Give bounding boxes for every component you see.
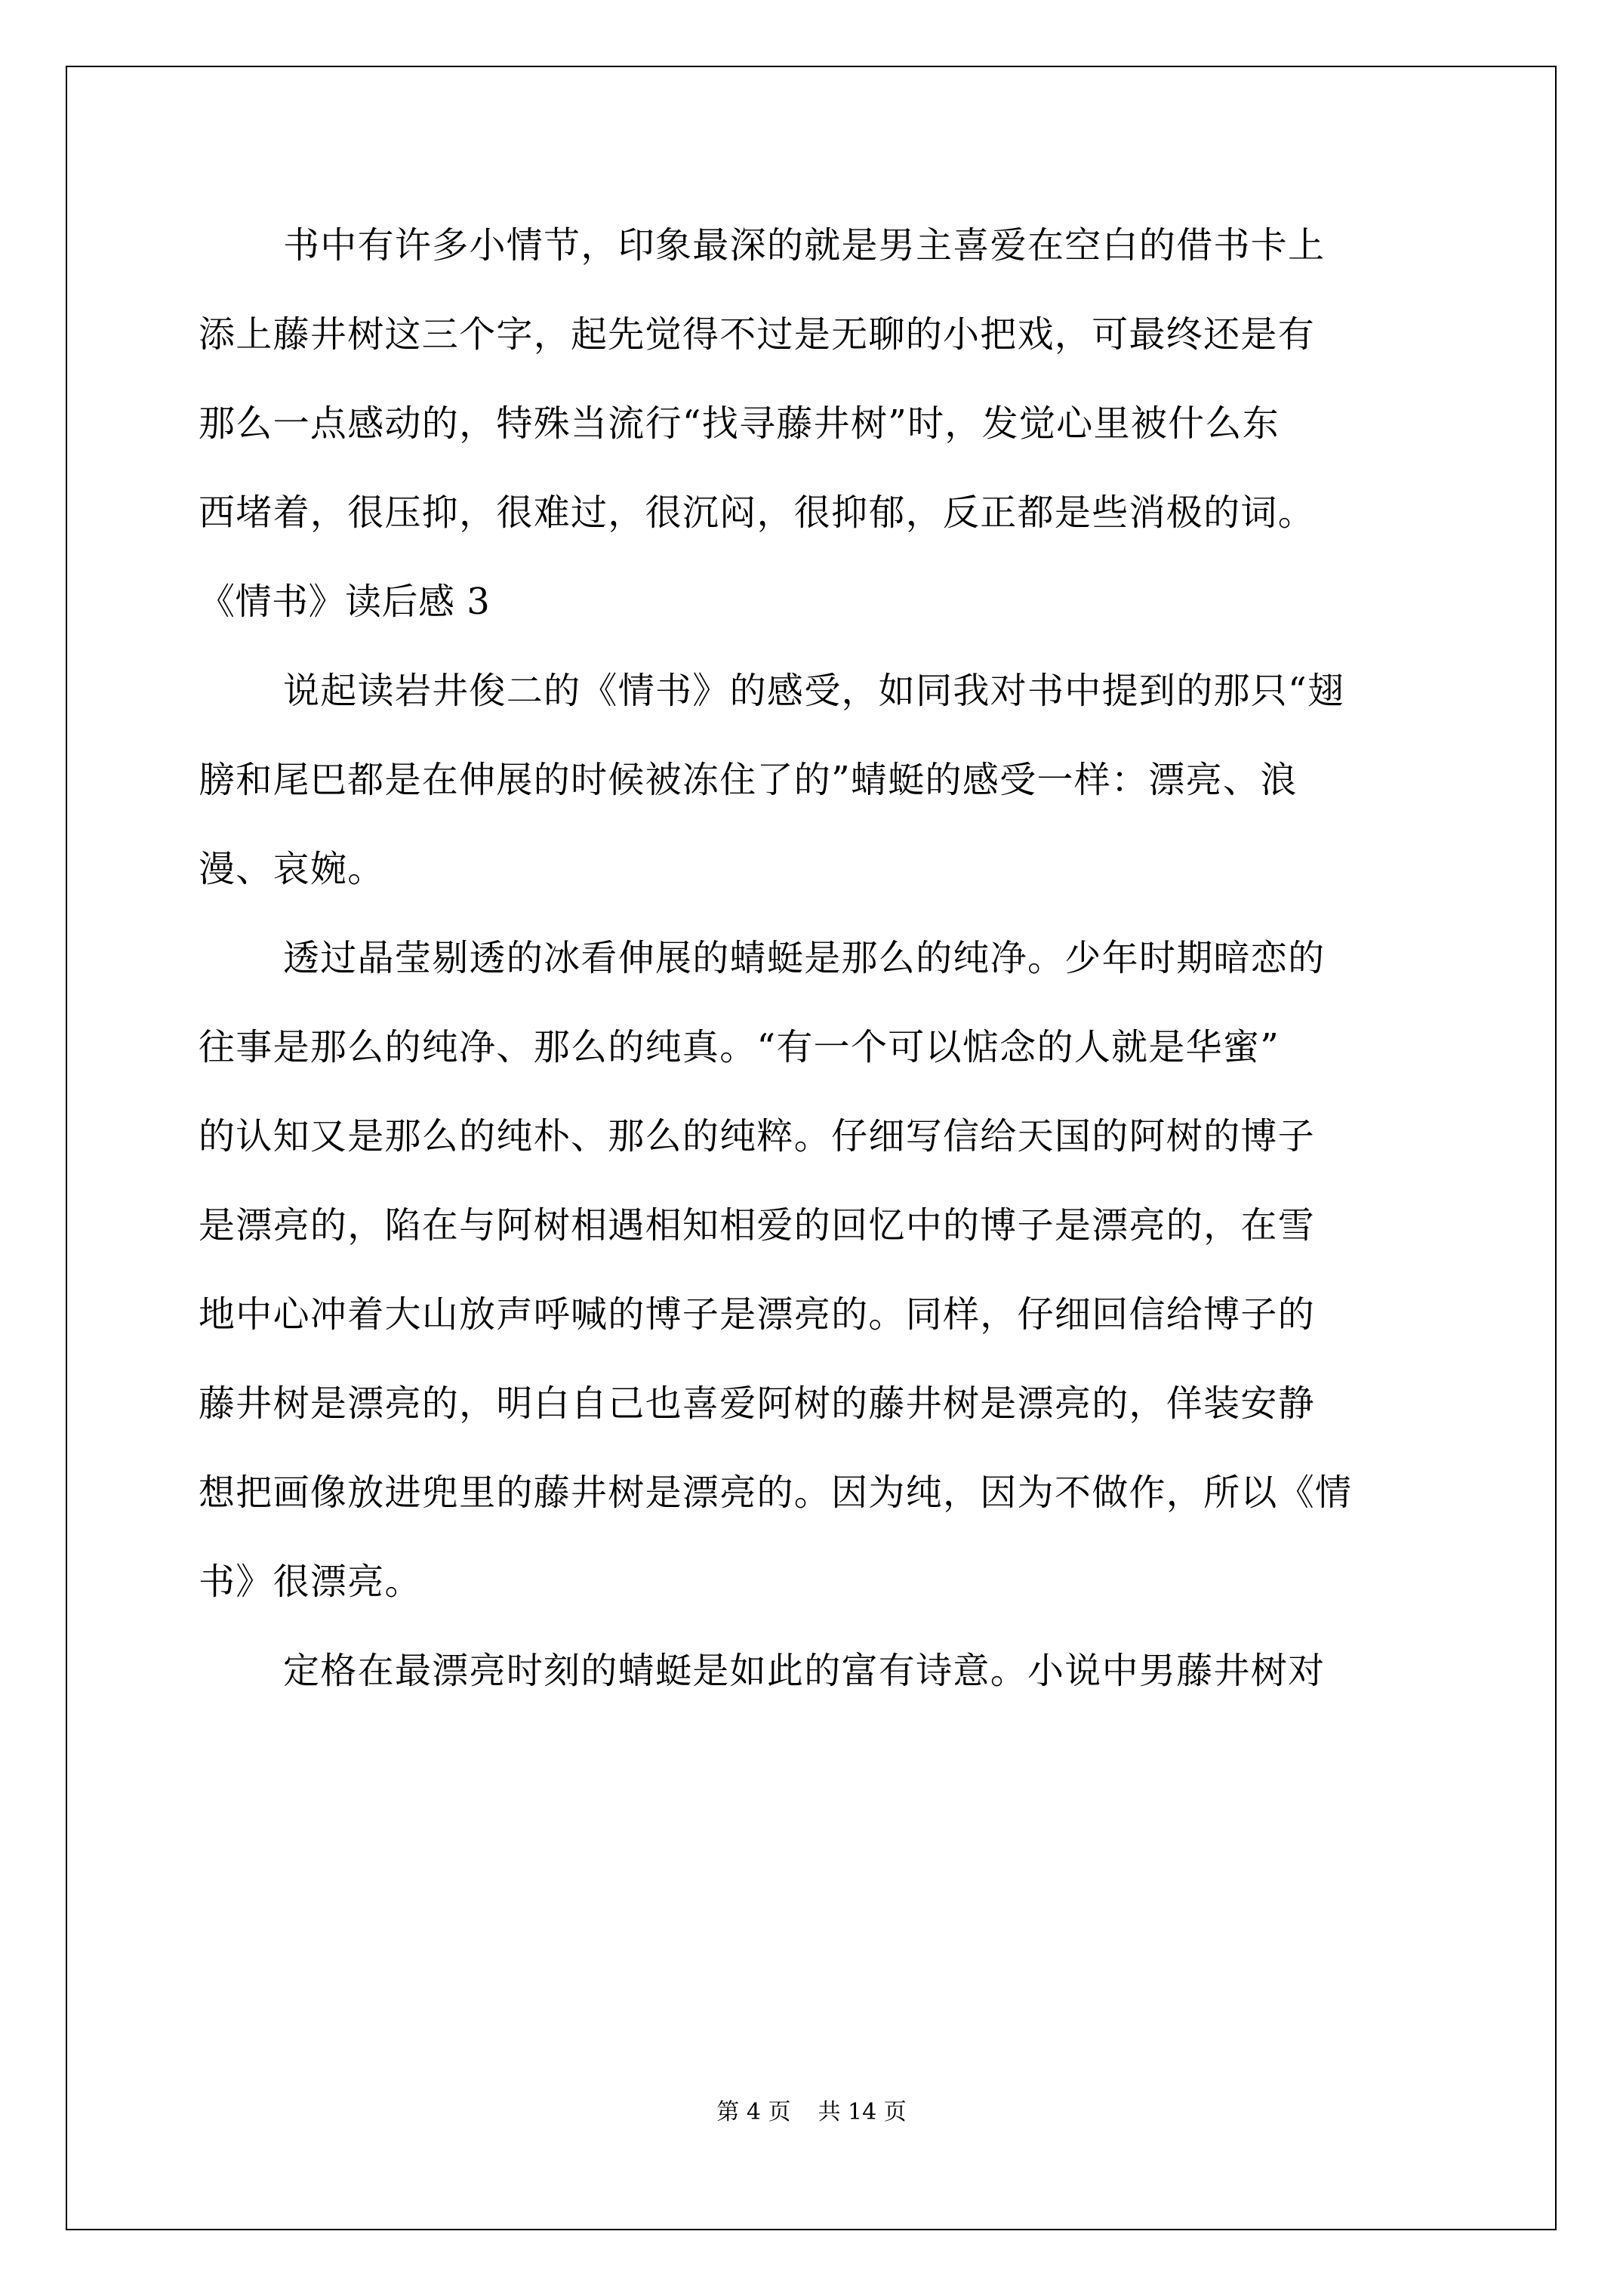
paragraph-line: 书中有许多小情节，印象最深的就是男主喜爱在空白的借书卡上 <box>283 224 1326 267</box>
paragraph-line: 书》很漂亮。 <box>199 1561 422 1603</box>
document-body <box>199 217 1437 1732</box>
paragraph-line: 往事是那么的纯净、那么的纯真。“有一个可以惦念的人就是华蜜” <box>199 1026 1280 1068</box>
paragraph-line: 的认知又是那么的纯朴、那么的纯粹。仔细写信给天国的阿树的博子 <box>199 1115 1316 1157</box>
paragraph-line: 地中心冲着大山放声呼喊的博子是漂亮的。同样，仔细回信给博子的 <box>199 1293 1316 1336</box>
page-number: 第 4 页 <box>716 2099 791 2125</box>
paragraph-line: 西堵着，很压抑，很难过，很沉闷，很抑郁，反正都是些消极的词。 <box>199 492 1316 534</box>
paragraph-line: 膀和尾巴都是在伸展的时候被冻住了的”蜻蜓的感受一样：漂亮、浪 <box>199 759 1298 801</box>
page-total: 共 14 页 <box>818 2099 907 2125</box>
paragraph-line: 漫、哀婉。 <box>199 848 385 890</box>
paragraph-line: 藤井树是漂亮的，明白自己也喜爱阿树的藤井树是漂亮的，佯装安静 <box>199 1382 1316 1425</box>
section-heading: 《情书》读后感 3 <box>199 581 491 623</box>
paragraph-line: 添上藤井树这三个字，起先觉得不过是无聊的小把戏，可最终还是有 <box>199 313 1316 356</box>
paragraph-line: 说起读岩井俊二的《情书》的感受，如同我对书中提到的那只“翅 <box>283 670 1345 712</box>
paragraph-line: 那么一点感动的，特殊当流行“找寻藤井树”时，发觉心里被什么东 <box>199 402 1280 445</box>
paragraph-line: 是漂亮的，陷在与阿树相遇相知相爱的回忆中的博子是漂亮的，在雪 <box>199 1204 1316 1247</box>
page-footer <box>0 2097 1623 2128</box>
paragraph-line: 定格在最漂亮时刻的蜻蜓是如此的富有诗意。小说中男藤井树对 <box>283 1650 1326 1692</box>
paragraph-line: 透过晶莹剔透的冰看伸展的蜻蜓是那么的纯净。少年时期暗恋的 <box>283 937 1326 979</box>
paragraph-line: 想把画像放进兜里的藤井树是漂亮的。因为纯，因为不做作，所以《情 <box>199 1472 1353 1514</box>
